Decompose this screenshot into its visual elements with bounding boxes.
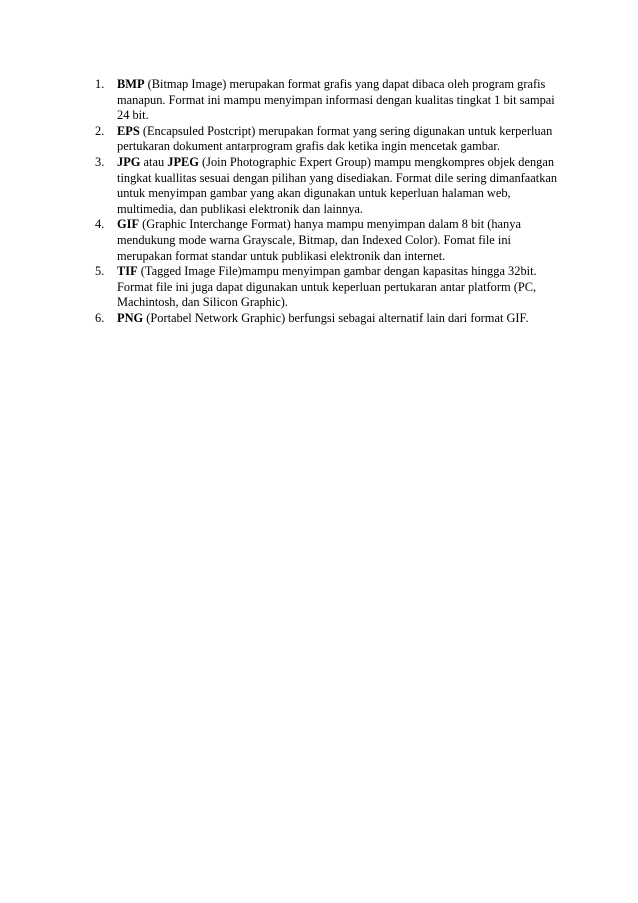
format-connector: atau [140,154,168,169]
list-item [95,77,565,124]
format-term: GIF [117,217,140,232]
file-format-list [95,77,565,327]
format-term: PNG [117,310,144,325]
list-item [95,264,565,311]
format-term: EPS [117,123,140,138]
list-number: 1. [95,77,105,91]
list-item [95,311,565,327]
format-term: BMP [117,77,145,91]
format-description: (Join Photographic Expert Group) mampu mengkompres objek dengan tingkat kuallitas sesuai dengan pilihan yang disediakan. Format dile sering dimanfaatkan untuk menyimpan gambar yang akan digunakan untuk keperluan halaman web, multimedia, dan publikasi elektronik dan lainnya. [117,154,558,216]
format-description: (Bitmap Image) merupakan format grafis yang dapat dibaca oleh program grafis manapun. Format ini mampu menyimpan informasi dengan kualitas tingkat 1 bit sampai 24 bit. [117,77,555,123]
list-number: 3. [95,154,105,169]
list-number: 6. [95,310,105,325]
list-item [95,217,565,264]
list-number: 2. [95,123,105,138]
list-item [95,124,565,155]
format-description: (Encapsuled Postcript) merupakan format yang sering digunakan untuk kerperluan pertukaran dokument antarprogram grafis dak ketika ingin mencetak gambar. [117,123,553,154]
format-term: TIF [117,264,138,279]
format-term: JPEG [167,154,199,169]
format-description: (Graphic Interchange Format) hanya mampu menyimpan dalam 8 bit (hanya mendukung mode warna Grayscale, Bitmap, dan Indexed Color). Fomat file ini merupakan format standar untuk publikasi elektronik dan internet. [117,217,521,263]
list-number: 4. [95,217,105,232]
list-item [95,155,565,217]
list-number: 5. [95,264,105,279]
format-term: JPG [117,154,141,169]
format-description: (Portabel Network Graphic) berfungsi sebagai alternatif lain dari format GIF. [143,310,529,325]
format-description: (Tagged Image File)mampu menyimpan gambar dengan kapasitas hingga 32bit. Format file ini juga dapat digunakan untuk keperluan pertukaran antar platform (PC, Machintosh, dan Silicon Graphic). [117,264,537,310]
